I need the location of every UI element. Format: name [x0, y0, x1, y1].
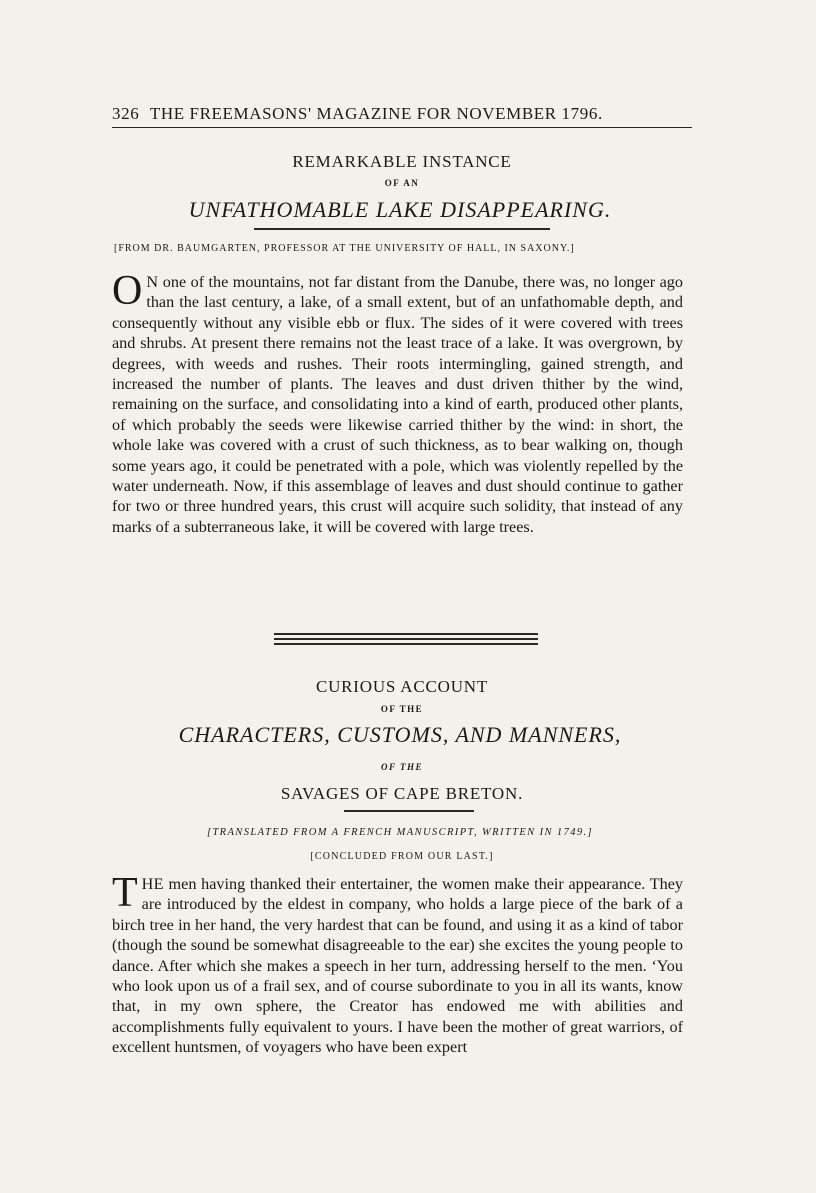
article2-title-line2: OF THE	[380, 704, 424, 714]
running-title: THE FREEMASONS' MAGAZINE FOR NOVEMBER 1796.	[149, 104, 603, 123]
article1-source: [FROM DR. BAUMGARTEN, PROFESSOR AT THE UNIVERSITY OF HALL, IN SAXONY.]	[114, 243, 575, 254]
article1-first-word: N	[146, 273, 159, 291]
divider-rule-bottom	[274, 643, 538, 645]
article1-title-line1: REMARKABLE INSTANCE	[292, 152, 512, 171]
divider-rule-top	[274, 633, 538, 635]
article1-title-rule	[254, 228, 550, 230]
article2-title-line1: CURIOUS ACCOUNT	[315, 677, 489, 696]
article1-drop-cap: O	[112, 268, 143, 314]
article2-title-line5: SAVAGES OF CAPE BRETON.	[280, 784, 524, 803]
article1-body	[112, 268, 683, 617]
running-head	[112, 104, 692, 124]
article2-first-word: HE	[141, 875, 164, 893]
article2-title-line4: OF THE	[380, 762, 424, 772]
article1-body-text: one of the mountains, not far distant from the Danube, there was, no longer ago than the last century, a lake, of a small extent, but of an unfathomable depth, and consequently without any visible ebb or flux. The sides of it were covered with trees and shrubs. At present there remains not the least trace of a lake. It was overgrown, by degrees, with weeds and rushes. Their roots intermingling, gained strength, and increased the number of plants. The leaves and dust driven thither by the wind, remaining on the surface, and consolidating into a kind of earth, produced other plants, of which probably the seeds were likewise carried thither by the wind: in short, the whole lake was covered with a crust of such thickness, as to bear walking on, though some years ago, it could be penetrated with a pole, which was violently repelled by the water underneath. Now, if this assemblage of leaves and dust should continue to gather for two or three hundred years, this crust will acquire such solidity, that instead of any marks of a subterraneous lake, it will be covered with large trees.	[112, 273, 683, 536]
article2-title-line3: CHARACTERS, CUSTOMS, AND MANNERS,	[178, 722, 622, 747]
article2-body-text: men having thanked their entertainer, the women make their appearance. They are introduced by the eldest in company, who holds a large piece of the bark of a birch tree in her hand, the very hardest that can be found, and using it as a kind of tabor (though the sound be somewhat disagreeable to the ear) she excites the young people to dance. After which she makes a speech in her turn, addressing herself to the men. ‘You who look upon us of a frail sex, and of course subordinate to you in all its wants, know that, in my own sphere, the Creator has endowed me with abilities and accomplishments fully equivalent to yours. I have been the mother of great warriors, of excellent huntsmen, of voyagers who have been expert	[112, 875, 683, 1057]
article2-continued: [CONCLUDED FROM OUR LAST.]	[310, 851, 494, 862]
article1-title-line2: OF AN	[384, 178, 420, 188]
divider-rule-middle	[274, 638, 538, 640]
article2-drop-cap: T	[112, 870, 138, 916]
header-rule	[112, 127, 692, 128]
article2-source: [TRANSLATED FROM A FRENCH MANUSCRIPT, WRITTEN IN 1749.]	[206, 827, 594, 838]
article2-body	[112, 870, 683, 1174]
page-number: 326	[112, 104, 140, 123]
section-divider	[274, 633, 538, 648]
article1-title-line3: UNFATHOMABLE LAKE DISAPPEARING.	[188, 197, 612, 222]
article2-title-rule	[344, 810, 474, 812]
